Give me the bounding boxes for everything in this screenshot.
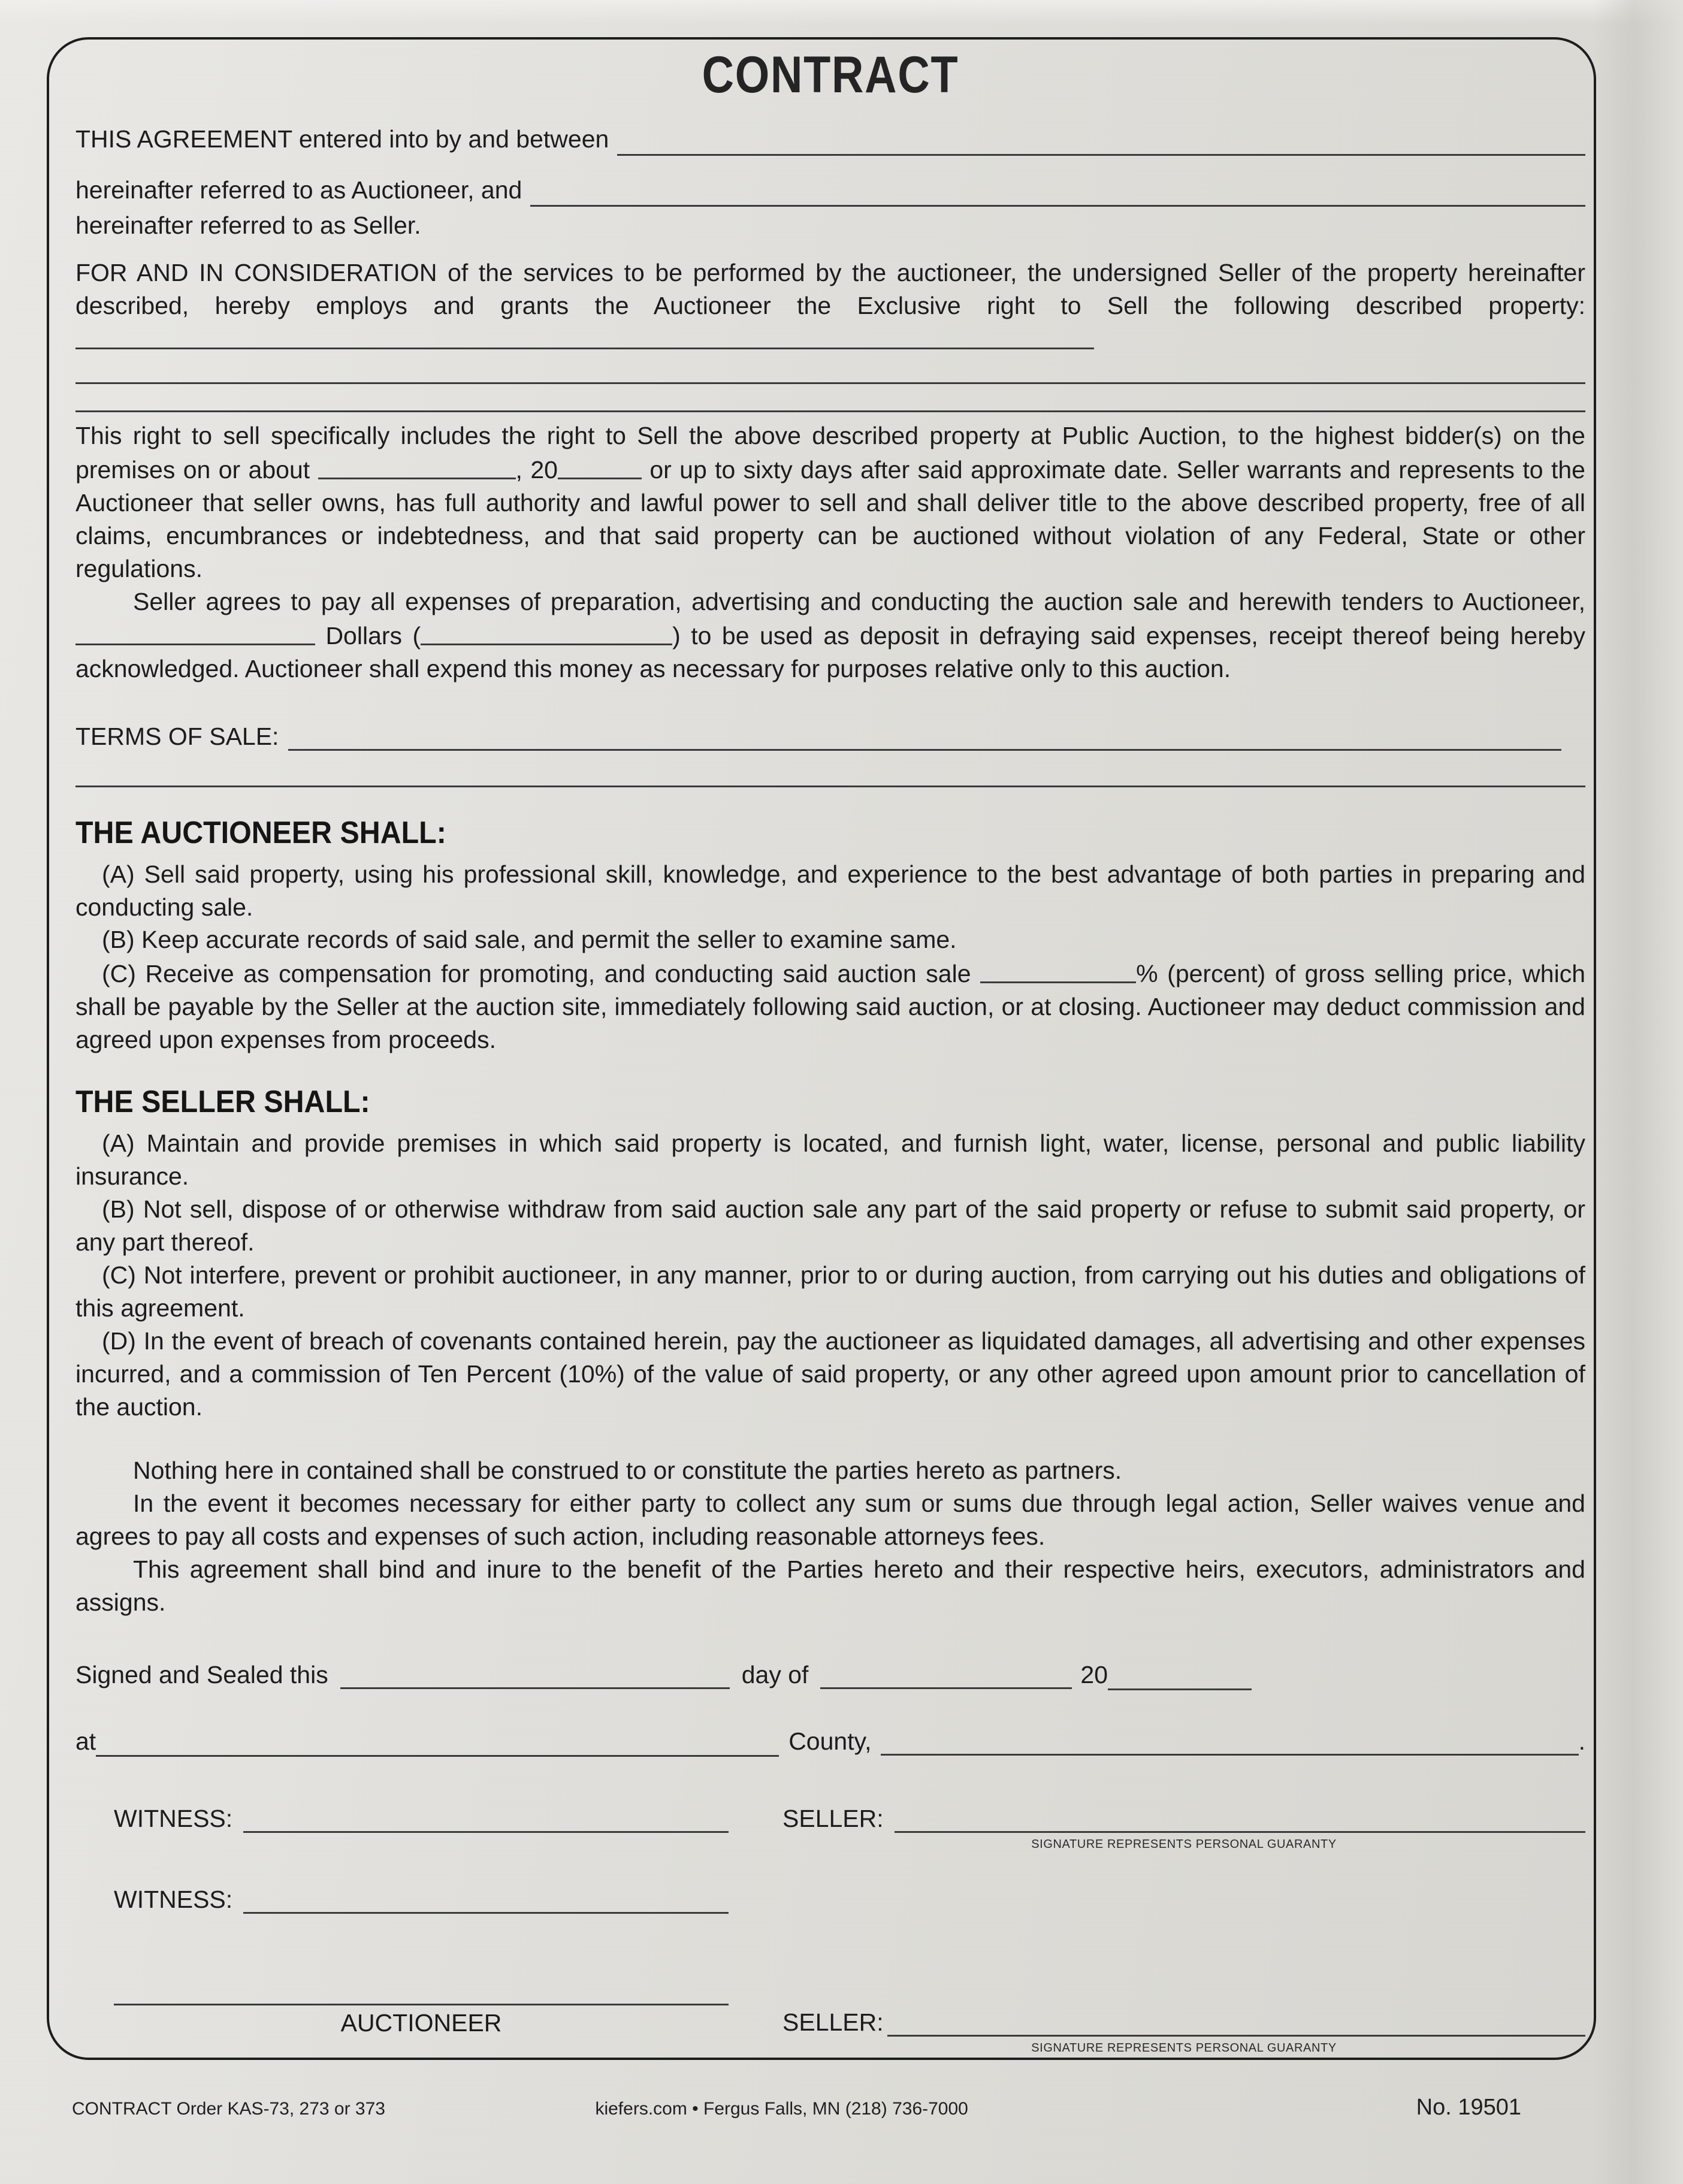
- page-top-edge: [0, 0, 1683, 24]
- seller-item-a: (A) Maintain and provide premises in which said property is located, and furnish light, water, license, personal and public liability insurance.: [75, 1129, 1585, 1190]
- expenses-text-2: to be used as deposit in defraying said expenses, receipt thereof being hereby acknowledged. Auctioneer shall expend this money as necessary for purposes relative only to this auction.: [75, 621, 1585, 682]
- closing-paragraph-1: Nothing here in contained shall be construed to or constitute the parties hereto as partners.: [133, 1457, 1122, 1485]
- seller-item-d: (D) In the event of breach of covenants contained herein, pay the auctioneer as liquidated damages, all advertising and other expenses incurred, and a commission of Ten Percent (10%) of the value of said property, or any other agreed upon amount prior to cancellation of the auction.: [75, 1327, 1585, 1421]
- described-property-blank-1[interactable]: [75, 322, 1094, 349]
- terms-of-sale-blank-2[interactable]: [75, 786, 1585, 787]
- seller-item-c: (C) Not interfere, prevent or prohibit auctioneer, in any manner, prior to or during auction, from carrying out his duties and obligations of this agreement.: [75, 1261, 1585, 1322]
- seller-row-2: [782, 2008, 1585, 2037]
- at-label: at: [75, 1727, 96, 1756]
- consideration-paragraph: [75, 256, 1585, 357]
- witness-label-2: WITNESS:: [114, 1886, 233, 1914]
- at-location-blank[interactable]: [96, 1730, 779, 1757]
- terms-of-sale-row: [75, 723, 1585, 751]
- agreement-between-row: [75, 123, 1585, 156]
- auctioneer-item-b: (B) Keep accurate records of said sale, and permit the seller to examine same.: [102, 926, 957, 954]
- signed-and-sealed-label: Signed and Sealed this: [75, 1661, 328, 1689]
- signed-month-blank[interactable]: [820, 1662, 1072, 1689]
- seller-signature-blank-1[interactable]: [895, 1808, 1585, 1833]
- auctioneer-item-a: (A) Sell said property, using his professional skill, knowledge, and experience to the best advantage of both parties in preparing and conducting sale.: [75, 860, 1585, 921]
- right-to-sell-paragraph: [75, 419, 1585, 585]
- signed-and-sealed-row: [75, 1661, 1585, 1689]
- day-of-label: day of: [741, 1661, 809, 1689]
- auctioneer-signature-blank[interactable]: [114, 2004, 729, 2005]
- auctioneer-caption: AUCTIONEER: [340, 2009, 502, 2037]
- auctioneer-item-c-text-1: (C) Receive as compensation for promoting, and conducting said auction sale: [102, 960, 971, 988]
- auction-year-blank[interactable]: [558, 452, 642, 479]
- described-property-blank-3[interactable]: [75, 410, 1585, 412]
- footer-form-number: No. 19501: [1416, 2095, 1521, 2120]
- year-prefix-1: 20: [530, 456, 558, 484]
- witness-row-2: [75, 1886, 782, 1914]
- auctioneer-item-c: [75, 956, 1585, 1056]
- seller-signature-blank-2[interactable]: [887, 2011, 1585, 2037]
- page-right-edge: [1593, 0, 1683, 2184]
- page-footer: [72, 2095, 1611, 2120]
- closing-paragraph-3: This agreement shall bind and inure to the benefit of the Parties hereto and their respective heirs, executors, administrators and assigns.: [75, 1555, 1585, 1617]
- seller-reference-line: hereinafter referred to as Seller.: [75, 211, 421, 239]
- seller-name-blank[interactable]: [530, 182, 1585, 207]
- county-label: County,: [788, 1727, 872, 1756]
- auctioneer-row: [75, 174, 1585, 207]
- sentence-period: .: [1578, 1727, 1585, 1756]
- county-name-blank[interactable]: [881, 1730, 1578, 1756]
- right-to-sell-text-1: This right to sell specifically includes the right to Sell the above described property at Public Auction, to the highest bidder(s) on the premises on or about: [75, 422, 1585, 484]
- witness-column: [75, 1805, 782, 2055]
- auctioneer-label: hereinafter referred to as Auctioneer, and: [75, 176, 522, 204]
- seller-label-2: SELLER:: [782, 2008, 884, 2037]
- terms-of-sale-label: TERMS OF SALE:: [75, 722, 279, 750]
- seller-item-b: (B) Not sell, dispose of or otherwise withdraw from said auction sale any part of the said property or refuse to submit said property, or any part thereof.: [75, 1195, 1585, 1256]
- witness-signature-blank-2[interactable]: [243, 1889, 729, 1914]
- seller-section-heading: THE SELLER SHALL:: [75, 1085, 370, 1119]
- witness-signature-blank-1[interactable]: [243, 1808, 729, 1833]
- contract-content: [75, 42, 1585, 2055]
- dollars-label: Dollars (: [325, 621, 421, 650]
- auctioneer-item-c-text-2: % (percent) of gross selling price, which shall be payable by the Seller at the auction site, immediately following said auction, or at closing. Auctioneer may deduct commission and agreed upon expenses from proceeds.: [75, 960, 1585, 1054]
- expenses-paragraph: [75, 585, 1585, 685]
- seller-column: [782, 1805, 1585, 2055]
- signed-year-prefix: 20: [1080, 1661, 1108, 1689]
- witness-label-1: WITNESS:: [114, 1805, 233, 1833]
- described-property-blank-2[interactable]: [75, 382, 1585, 384]
- comma-sep: ,: [515, 456, 531, 484]
- consideration-text: FOR AND IN CONSIDERATION of the services to be performed by the auctioneer, the undersigned Seller of the property hereinafter described, hereby employs and grants the Auctioneer the Exclusive right to Sell the following described property:: [75, 258, 1585, 319]
- auctioneer-section-heading: THE AUCTIONEER SHALL:: [75, 815, 446, 850]
- at-county-row: [75, 1727, 1585, 1756]
- deposit-amount-blank[interactable]: [421, 618, 672, 645]
- paren-close: ): [672, 621, 681, 650]
- party-name-blank[interactable]: [617, 131, 1585, 156]
- agreement-label: THIS AGREEMENT entered into by and between: [75, 125, 609, 153]
- commission-percent-blank[interactable]: [980, 956, 1136, 983]
- page-title: CONTRACT: [702, 46, 959, 104]
- deposit-words-blank[interactable]: [75, 618, 315, 645]
- guaranty-caption-2: SIGNATURE REPRESENTS PERSONAL GUARANTY: [1031, 2041, 1337, 2055]
- seller-label-1: SELLER:: [782, 1805, 884, 1833]
- auction-date-blank[interactable]: [318, 452, 516, 479]
- closing-paragraph-2: In the event it becomes necessary for either party to collect any sum or sums due through legal action, Seller waives venue and agrees to pay all costs and expenses of such action, including reasonable attorneys fees.: [75, 1490, 1585, 1551]
- guaranty-caption-1: SIGNATURE REPRESENTS PERSONAL GUARANTY: [1031, 1838, 1337, 1851]
- signed-year-blank[interactable]: [1108, 1663, 1252, 1690]
- auctioneer-signature-group: [75, 2004, 782, 2037]
- right-to-sell-text-2: or up to sixty days after said approximate date. Seller warrants and represents to the Auctioneer that seller owns, has full authority and lawful power to sell and shall deliver title to the above described property, free of all claims, encumbrances or indebtedness, and that said property can be auctioned without violation of any Federal, State or other regulations.: [75, 456, 1585, 582]
- footer-imprint: kiefers.com • Fergus Falls, MN (218) 736-7000: [595, 2099, 968, 2119]
- signed-day-blank[interactable]: [340, 1662, 730, 1689]
- expenses-text-1: Seller agrees to pay all expenses of preparation, advertising and conducting the auction sale and herewith tenders to Auctioneer,: [133, 587, 1585, 615]
- terms-of-sale-blank-1[interactable]: [288, 726, 1561, 751]
- seller-row-1: [782, 1805, 1585, 1833]
- witness-row-1: [75, 1805, 782, 1833]
- footer-order-code: CONTRACT Order KAS-73, 273 or 373: [72, 2099, 385, 2119]
